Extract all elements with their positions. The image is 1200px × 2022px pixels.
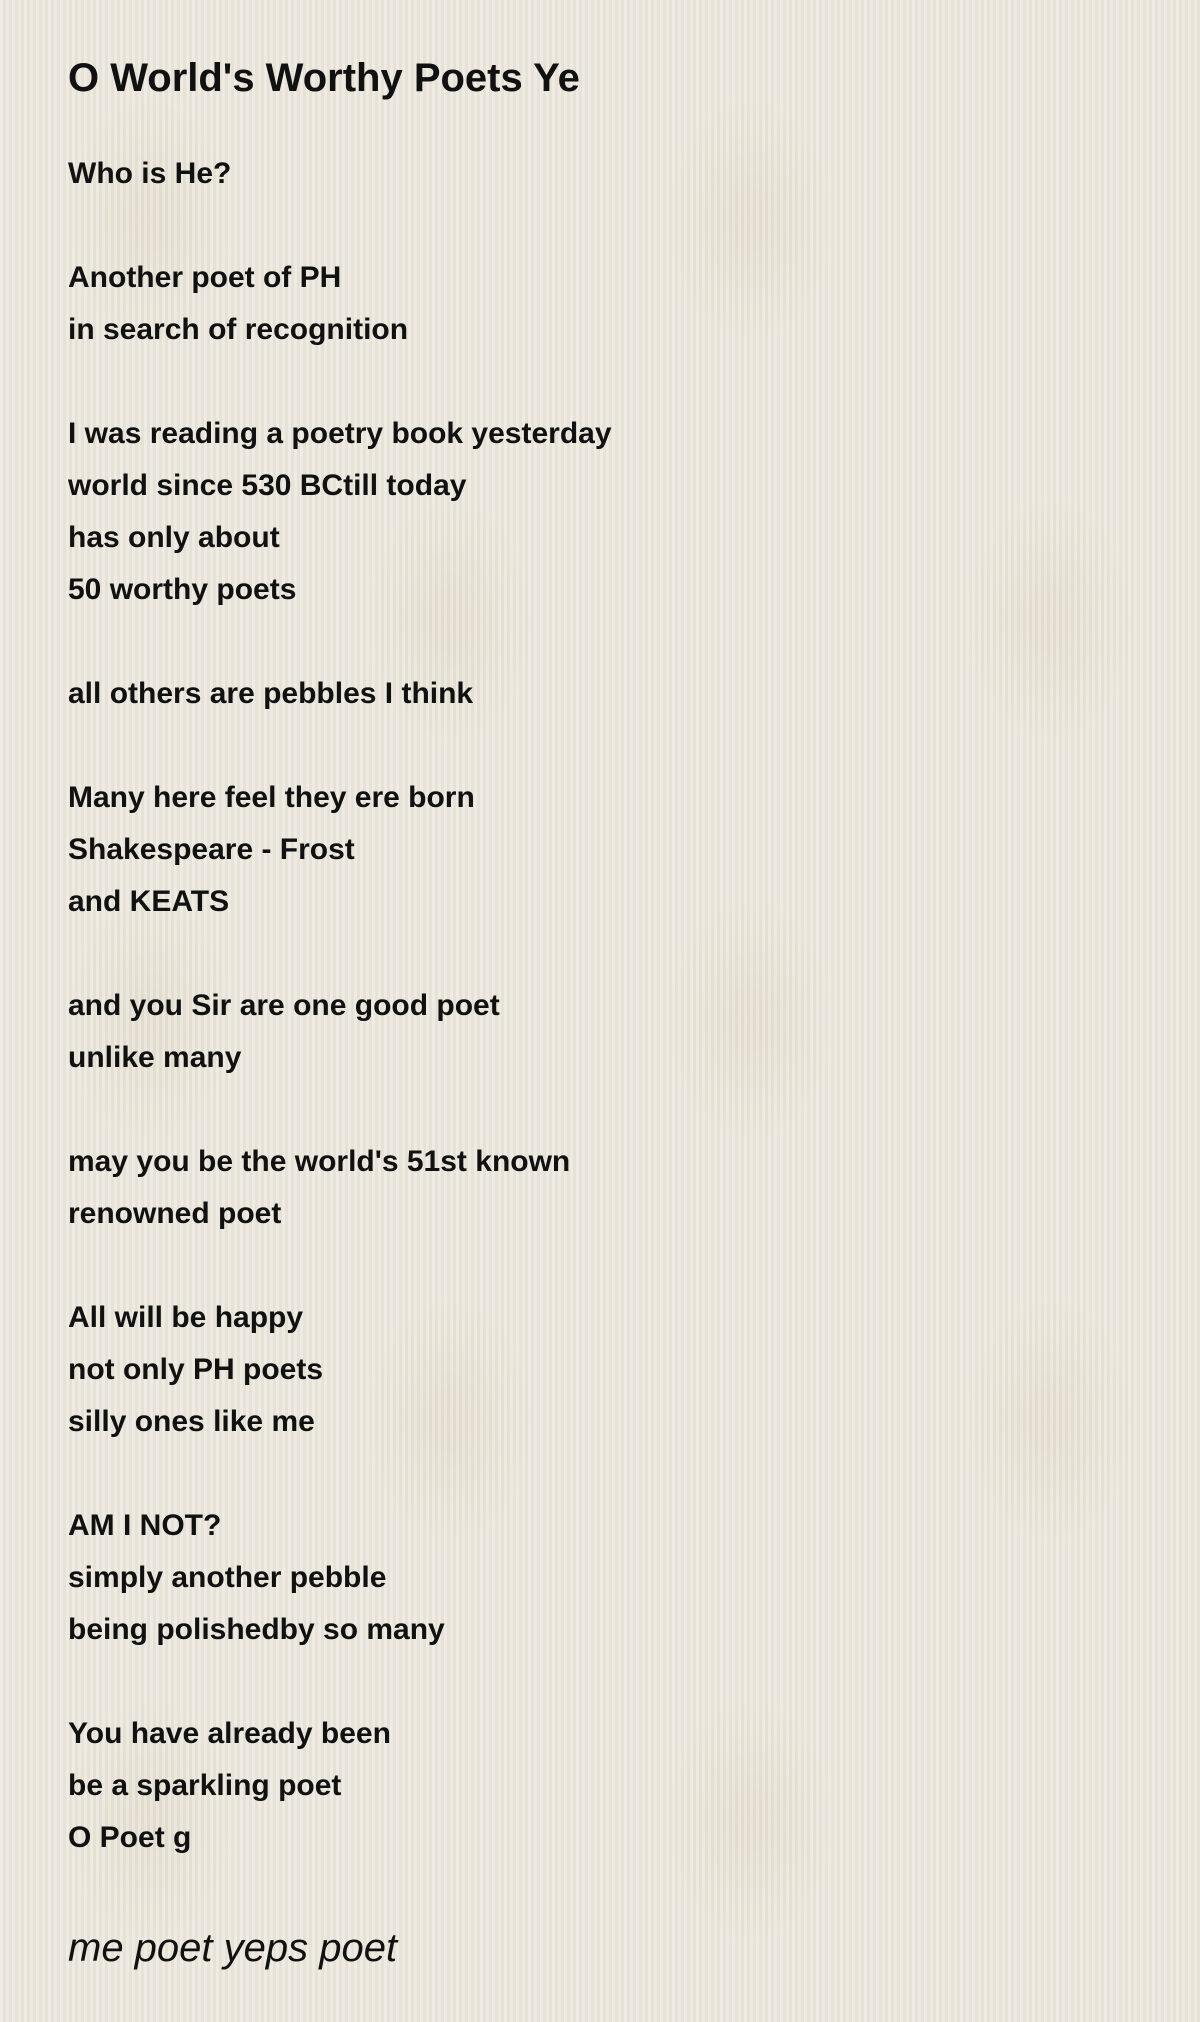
- poem-line: O Poet g: [68, 1821, 192, 1854]
- stanza-break: [68, 1448, 612, 1500]
- poem-line: has only about: [68, 521, 280, 554]
- stanza-break: [68, 616, 612, 668]
- stanza-break: [68, 1656, 612, 1708]
- poem-line: be a sparkling poet: [68, 1769, 342, 1802]
- poem-line: Another poet of PH: [68, 261, 342, 294]
- poem-author: me poet yeps poet: [68, 1926, 398, 1970]
- poem-line: simply another pebble: [68, 1561, 387, 1594]
- poem-line: may you be the world's 51st known: [68, 1145, 571, 1178]
- stanza-break: [68, 1240, 612, 1292]
- poem-line: not only PH poets: [68, 1353, 323, 1386]
- poem-line: being polishedby so many: [68, 1613, 445, 1646]
- poem-line: in search of recognition: [68, 313, 409, 346]
- stanza-break: [68, 200, 612, 252]
- poem-line: Who is He?: [68, 157, 232, 190]
- poem-line: and KEATS: [68, 885, 230, 918]
- poem-title: O World's Worthy Poets Ye: [68, 56, 580, 100]
- poem-line: 50 worthy poets: [68, 573, 297, 606]
- stanza-break: [68, 928, 612, 980]
- poem-line: You have already been: [68, 1717, 391, 1750]
- poem-line: world since 530 BCtill today: [68, 469, 467, 502]
- poem-line: all others are pebbles I think: [68, 677, 474, 710]
- poem-line: Many here feel they ere born: [68, 781, 475, 814]
- stanza-break: [68, 356, 612, 408]
- stanza-break: [68, 720, 612, 772]
- poem-line: AM I NOT?: [68, 1509, 222, 1542]
- poem-body: [68, 148, 612, 1864]
- poem-line: All will be happy: [68, 1301, 304, 1334]
- stanza-break: [68, 1084, 612, 1136]
- poem-line: and you Sir are one good poet: [68, 989, 500, 1022]
- poem-line: silly ones like me: [68, 1405, 315, 1438]
- poem-line: unlike many: [68, 1041, 242, 1074]
- poem-line: Shakespeare - Frost: [68, 833, 355, 866]
- poem-line: I was reading a poetry book yesterday: [68, 417, 612, 450]
- poem-line: renowned poet: [68, 1197, 282, 1230]
